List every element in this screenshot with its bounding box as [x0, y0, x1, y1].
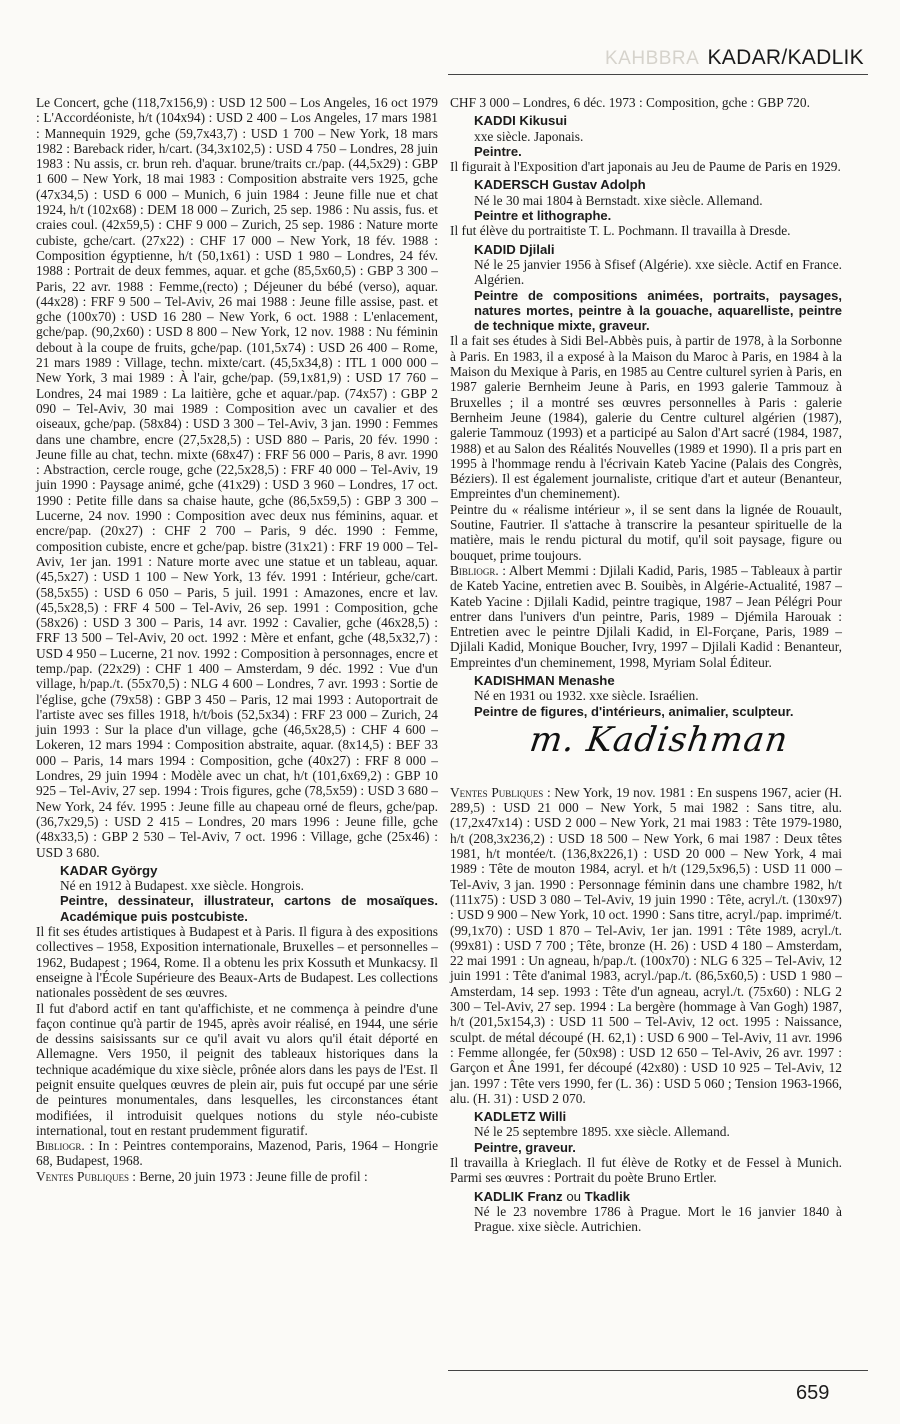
entry-birth: Né le 25 janvier 1956 à Sfisef (Algérie). xxe siècle. Actif en France. Algérien.: [474, 256, 842, 288]
right-column: [450, 95, 842, 1234]
entry-name-connector: ou: [562, 1188, 585, 1204]
sales-label: Ventes Publiques :: [36, 1168, 137, 1184]
entry-bio: Il fut élève du portraitiste T. L. Pochmann. Il travailla à Dresde.: [450, 223, 791, 239]
entry-name-kadlik: [450, 1189, 842, 1204]
entry-roles: Peintre de compositions animées, portraits, paysages, natures mortes, peintre à la gouache, aquarelliste, peintre de technique mixte, graveur.: [474, 287, 842, 334]
entry-roles: Peintre.: [474, 143, 522, 159]
sales-text: Berne, 20 juin 1973 : Jeune fille de profil :: [136, 1168, 368, 1184]
entry-name-kadersch: KADERSCH Gustav Adolph: [474, 177, 646, 193]
signature-block: [450, 719, 842, 785]
left-column: [36, 95, 438, 1184]
bibliography-text: Albert Memmi : Djilali Kadid, Paris, 1985 – Tableaux à partir de Kateb Yacine, entretien avec B. Souibès, in Algérie-Actualité, 1987 – Kateb Yacine : Djilali Kadid, peintre tragique, 1987 – Jean Pélégri Pour entrer dans l'univers d'un peintre, Paris, 1989 – Djémila Harouak : Entretien avec le peintre Djilali Kadid, in El-Forçane, Paris, 1989 – Djilali Kadid, Monique Boucher, Ivry, 1997 – Djilali Kadid : Benanteur, Empreintes d'un cheminement, 1998, Myriam Solal Éditeur.: [450, 562, 843, 670]
bibliography-text: In : Peintres contemporains, Mazenod, Paris, 1964 – Hongrie 68, Budapest, 1968.: [36, 1138, 439, 1169]
entry-name-kadletz: KADLETZ Willi: [474, 1109, 567, 1125]
entry-name-main: KADLIK Franz: [474, 1188, 563, 1204]
sales-text: New York, 19 nov. 1981 : En suspens 1967, acier (H. 289,5) : USD 21 000 – New York, 5 mai 1982 : Sans titre, alu. (17,2x47x14) : USD 2 000 – New York, 21 mai 1983 : Tête 1979-1980, h/t (208,3x236,2) : USD 18 500 – New York, 6 mai 1987 : Deux têtes 1981, h/t montée/t. (136,8x226,1) : USD 20 000 – New York, 4 mai 1989 : Tête de mouton 1984, acryl. et h/t (129,5x96,5) : USD 11 000 – Tel-Aviv, 3 jan. 1990 : Personnage féminin dans une chambre 1982, h/t (111x75) : USD 3 080 – Tel-Aviv, 19 juin 1990 : Tête, acryl./t. (130x97) : USD 9 900 – New York, 10 oct. 1990 : Sans titre, acryl./pap. imprimé/t. (99,1x70) : USD 1 870 – Tel-Aviv, 1er jan. 1991 : Tête 1989, acryl./t. (99x81) : USD 7 700 ; Tête, bronze (H. 26) : USD 4 180 – Amsterdam, 22 mai 1991 : Un agneau, h/pap./t. (100x70) : NLG 6 325 – Tel-Aviv, 12 juin 1991 : Tête d'animal 1983, acryl./pap./t. (86,5x60,5) : USD 1 980 – Amsterdam, 14 sep. 1993 : Tête d'un agneau, acryl./t. (75x60) : NLG 2 300 – Tel-Aviv, 27 sep. 1994 : La bergère (hommage à Van Gogh) 1987, h/t (201,5x154,3) : USD 11 500 – Tel-Aviv, 12 oct. 1995 : Naissance, sculpt. de métal découpé (H. 62,1) : USD 6 900 – Tel-Aviv, 11 avr. 1996 : Femme allongée, fer (50x98) : USD 12 650 – Tel-Aviv, 26 avr. 1997 : Garçon et Âne 1991, fer découpé (42x80) : USD 10 925 – Tel-Aviv, 12 jan. 1997 : Tête vers 1990, fer (L. 36) : USD 5 060 ; Tension 1963-1966, alu. (H. 31) : USD 2 070.: [450, 784, 843, 1106]
bibliography-label: Bibliogr. :: [450, 562, 507, 578]
entry-name-kaddi: KADDI Kikusui: [474, 113, 568, 129]
entry-birth: xxe siècle. Japonais.: [474, 128, 584, 144]
entry-name-kadar: KADAR György: [60, 862, 158, 878]
entry-bio: Il fut d'abord actif en tant qu'affichiste, et ne commença à peindre d'une façon continue qu'à partir de 1945, après avoir réalisé, en 1944, une série de dessins saisissants sur ce qu'il avait vu alors qu'il était déporté en Allemagne. Vers 1950, il peignit des tableaux historiques dans la technique académique du xixe siècle, prônée alors dans les pays de l'Est. Il peignit ensuite quelques œuvres de plein air, puis fut occupé par une série de peintures monumentales, dans lesquelles, les circonstances étant modifiées, il introduisit quelques notions du style néo-cubiste international, tout en restant prudemment figuratif.: [36, 1000, 438, 1138]
entry-roles: Peintre et lithographe.: [474, 208, 612, 224]
entry-bio: Il a fait ses études à Sidi Bel-Abbès puis, à partir de 1978, à la Sorbonne à Paris. En 1983, il a exposé à la Maison du Maroc à Paris, en 1984 à la Maison du Mexique à Paris, en 1985 au Centre culturel syrien à Paris, en 1987 galerie Bernheim Jeune à Paris, en 1993 galerie Tammouz à Bruxelles ; il a montré ses œuvres personnelles à Paris : galerie Bernheim Jeune (1984), galerie du Centre culturel algérien (1987), galerie Tammouz (1993) et a participé au Salon d'Art sacré (1984, 1987, 1988) et au Salon des Réalités Nouvelles (1989 et 1990). Il a pris part en 1995 à l'hommage rendu à l'écrivain Kateb Yacine (Palais des Congrès, Béziers). Il est également journaliste, critique d'art et auteur (Benanteur, Empreintes d'un cheminement).: [450, 333, 842, 502]
page-number: 659: [796, 1382, 830, 1404]
entry-bio: Peintre du « réalisme intérieur », il se sent dans la lignée de Rouault, Soutine, Fautrier. Il s'attache à transcrire la pesanteur spirituelle de la matière, mais le rendu pictural du motif, qu'il soit paysage, figure ou bouquet, prime toujours.: [450, 501, 842, 563]
entry-birth: Né le 25 septembre 1895. xxe siècle. Allemand.: [474, 1124, 730, 1140]
entry-sales: [450, 785, 842, 1106]
entry-sales-continued: CHF 3 000 – Londres, 6 déc. 1973 : Composition, gche : GBP 720.: [450, 95, 810, 110]
entry-birth: Né en 1912 à Budapest. xxe siècle. Hongrois.: [60, 878, 304, 894]
entry-birth: Né le 30 mai 1804 à Bernstadt. xixe siècle. Allemand.: [474, 192, 763, 208]
entry-sales: [36, 1169, 438, 1184]
entry-name-kadid: KADID Djilali: [474, 241, 555, 257]
entry-roles: Peintre, dessinateur, illustrateur, cartons de mosaïques. Académique puis postcubiste.: [60, 893, 438, 924]
entry-name-alt: Tkadlik: [584, 1188, 631, 1204]
entry-roles: Peintre, graveur.: [474, 1139, 576, 1155]
entry-bio: Il figurait à l'Exposition d'art japonais au Jeu de Paume de Paris en 1929.: [450, 159, 841, 175]
entry-roles: Peintre de figures, d'intérieurs, animalier, sculpteur.: [474, 703, 794, 719]
footer-rule: [448, 1370, 868, 1371]
entry-birth: Né en 1931 ou 1932. xxe siècle. Israélien.: [474, 688, 699, 704]
entry-bibliography: [36, 1138, 438, 1169]
show-through-text: KAHBBRA: [605, 48, 700, 69]
running-header-title: KADAR/KADLIK: [707, 46, 864, 69]
entry-bibliography: [450, 563, 842, 670]
artist-signature: m. Kadishman: [527, 719, 791, 760]
entry-birth: Né le 23 novembre 1786 à Prague. Mort le 16 janvier 1840 à Prague. xixe siècle. Autrichien.: [474, 1203, 842, 1235]
sales-label: Ventes Publiques :: [450, 784, 551, 800]
bibliography-label: Bibliogr. :: [36, 1138, 94, 1154]
entry-name-kadishman: KADISHMAN Menashe: [474, 672, 615, 688]
previous-entry-sales: Le Concert, gche (118,7x156,9) : USD 12 500 – Los Angeles, 16 oct 1979 : L'Accordéoniste, h/t (104x94) : USD 2 400 – Los Angeles, 17 mars 1981 : Mannequin 1929, gche (59,7x43,7) : USD 1 700 – New York, 18 mars 1982 : Bareback rider, h/cart. (34,3x102,5) : USD 4 750 – Londres, 28 juin 1983 : Nu assis, cr. brun reh. d'aquar. brune/traits cr./pap. (44,5x29) : GBP 1 600 – New York, 18 mai 1983 : Composition abstraite vers 1925, gche (47x34,5) : USD 6 000 – Munich, 6 juin 1984 : Jeune fille nue et chat 1924, h/t (102x68) : DEM 18 000 – Zurich, 25 sep. 1986 : Nu assis, fus. et craies coul. (42x59,5) : CHF 9 000 – Zurich, 25 sep. 1986 : Nature morte cubiste, gche/cart. (27x22) : CHF 17 000 – New York, 18 fév. 1988 : Composition égyptienne, h/t (50,1x61) : USD 1 980 – Londres, 24 fév. 1988 : Portrait de deux femmes, aquar. et gche (85,5x60,5) : GBP 3 300 – Paris, 22 avr. 1988 : Femme,(recto) ; Déjeuner du bébé (verso), aquar. (44x28) : FRF 9 500 – Tel-Aviv, 26 mai 1988 : Jeune fille assise, past. et gche (100x70) : USD 16 280 – New York, 6 oct. 1988 : L'enlacement, gche/pap. (90,2x60) : USD 8 800 – New York, 12 nov. 1988 : Nu féminin debout à la coupe de fruits, gche/pap. (101,5x74) : USD 26 400 – Rome, 21 mars 1989 : Village, techn. mixte/cart. (45,5x34,8) : ITL 1 000 000 – New York, 3 mai 1989 : À l'air, gche/pap. (59,1x81,9) : USD 17 760 – Londres, 24 mai 1989 : La laitière, gche et aquar./pap. (74x57) : GBP 2 090 – Tel-Aviv, 30 mai 1989 : Composition avec un cavalier et des oiseaux, gche/pap. (58x84) : USD 3 300 – Tel-Aviv, 3 jan. 1990 : Femmes dans une chambre, encre (27,5x28,5) : USD 880 – Paris, 20 fév. 1990 : Jeune fille au chat, techn. mixte (68x47) : FRF 56 000 – Paris, 8 avr. 1990 : Abstraction, cercle rouge, gche (22,5x28,5) : FRF 40 000 – Tel-Aviv, 19 juin 1990 : Paysage animé, gche (41x29) : USD 3 960 – Londres, 17 oct. 1990 : Petite fille dans sa chaise haute, gche (86,5x59,5) : GBP 3 300 – Lucerne, 24 nov. 1990 : Composition avec deux nus féminins, aquar. et encre/pap. (20x27) : CHF 2 700 – Paris, 9 déc. 1990 : Femme, composition cubiste, encre et gche/pap. bistre (31x21) : FRF 19 000 – Tel-Aviv, 1er jan. 1991 : Nature morte avec une statue et un tableau, aquar. (45,5x27) : USD 1 100 – New York, 13 fév. 1991 : Intérieur, gche/cart. (58,5x55) : USD 6 050 – Paris, 5 juil. 1991 : Amazones, encre et lav. (45,5x28,5) : FRF 4 500 – Tel-Aviv, 26 sep. 1991 : Composition, gche (58x26) : USD 3 300 – Paris, 14 avr. 1992 : Cavalier, gche (46x28,5) : FRF 13 500 – Tel-Aviv, 20 oct. 1992 : Mère et enfant, gche (48,5x32,7) : USD 4 950 – Lucerne, 21 nov. 1992 : Composition à personnages, encre et temp./pap. (22x29) : CHF 1 400 – Amsterdam, 9 déc. 1992 : Vue d'un village, h/pap./t. (55x70,5) : NLG 4 600 – Londres, 7 avr. 1993 : Sortie de l'église, gche (79x58) : GBP 3 450 – Paris, 12 mai 1993 : Autoportrait de l'artiste avec ses filles 1918, h/t/bois (52,5x34) : FRF 23 000 – Zurich, 24 juin 1993 : Sur la place d'un village, gche (46,5x28,5) : CHF 4 600 – Lokeren, 12 mars 1994 : Composition abstraite, aquar. (8x14,5) : BEF 33 000 – Paris, 14 mars 1994 : Composition, gche (40x27) : FRF 8 000 – Londres, 29 juin 1994 : Modèle avec un chat, h/t (101,6x69,2) : GBP 10 925 – Tel-Aviv, 27 sep. 1994 : Trois figures, gche (78,5x59) : USD 3 680 – New York, 24 fév. 1995 : Jeune fille au chapeau orné de fleurs, gche/pap. (36,7x29,5) : USD 2 415 – Londres, 20 mars 1996 : Jeune fille, gche (48x33,5) : GBP 2 530 – Tel-Aviv, 7 oct. 1996 : Village, gche (25x46) : USD 3 680.: [36, 95, 438, 860]
entry-bio: Il travailla à Krieglach. Il fut élève de Rotky et de Fessel à Munich. Parmi ses œuvres : Portrait du poète Bruno Ertler.: [450, 1155, 842, 1186]
entry-bio: Il fit ses études artistiques à Budapest et à Paris. Il figura à des expositions collectives – 1958, Exposition internationale, Bruxelles – et personnelles – 1962, Budapest ; 1964, Rome. Il a obtenu les prix Kossuth et Munkacsy. Il enseigne à l'École Supérieure des Beaux-Arts de Budapest. Les collections nationales possèdent de ses œuvres.: [36, 924, 438, 1001]
